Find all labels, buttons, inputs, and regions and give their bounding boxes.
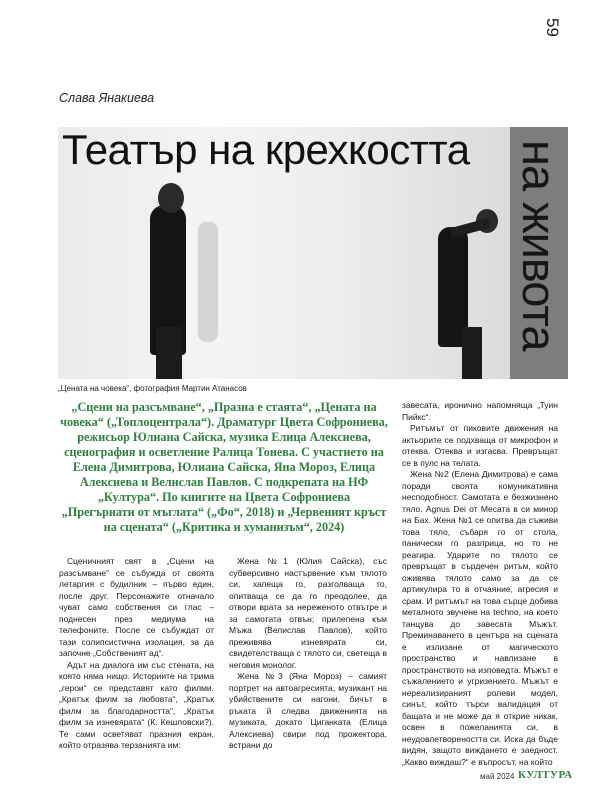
footer-magazine-name: КУЛТУРА bbox=[518, 769, 573, 781]
text-column-1 bbox=[59, 556, 214, 752]
figure-right-arm bbox=[449, 218, 490, 238]
article-lead: „Сцени на разсъмване“, „Празна е стаята“, „Цената на човека“ („Топлоцентрала“). Драматург Цвета Софрониева, режисьор Юлиана Сайска, музика Елица Алексиева, сценография и осветление Ралица Тонева. С участието на Елена Димитрова, Юлиана Сайска, Яна Мороз, Елица Алексиева и Велислав Павлов. С подкрепата на НФ „Култура“. По книгите на Цвета Софрониева „Прегърнати от мъглата“ („Фо“, 2018) и „Червеният кръст на сцената“ („Критика и хуманизъм“, 2024) bbox=[60, 400, 388, 534]
paragraph: завесата, иронично напомняща „Туин Пийкс“. bbox=[402, 400, 558, 422]
figure-right-legs bbox=[462, 327, 482, 379]
figure-left-legs bbox=[156, 327, 182, 379]
paragraph: Адът на диалога им със стената, на която няма нищо. Историите на трима „герои“ се представят като филми. „Кратък филм за любовта“, „Кратък филм за благодарността“, „Кратък филм за изневярата“ (К. Кешловски?). Те сами осветяват празния екран, който отразява терзанията им: bbox=[59, 659, 214, 750]
paragraph: Жена №3 (Яна Мороз) – самият портрет на автоагресията, музикант на убийствените си нагони, бичът в ръката й следва движенията на музиката, докато Циганката (Елица Алексиева) свири под прожектора, встрани до bbox=[229, 671, 387, 750]
footer-date: май 2024 bbox=[480, 772, 515, 781]
text-column-3 bbox=[402, 400, 558, 768]
figure-left-head bbox=[158, 183, 184, 213]
paragraph: Ритъмът от пиковите движения на актьорите се подхваща от микрофон и отеква. Отеква и изгасва. Превръщат се в пулс на телата. bbox=[402, 423, 558, 468]
figure-shadow bbox=[198, 222, 218, 342]
photo-caption: „Цената на човека“, фотография Мартин Атанасов bbox=[58, 384, 247, 393]
article-headline: Театър на крехкостта bbox=[62, 126, 470, 173]
text-column-2 bbox=[229, 556, 387, 752]
paragraph: Жена №1 (Юлия Сайска), със субверсивно настървение към тялото си, хапеща го, разголваща го, опитваща се да го преодолее, да отвори врата за нереженото отвътре и за самотата отвън; прилепена към Мъжа (Велислав Павлов), който преживява изневярата си, свидетелстваща с тялото си, светеща в неговия монолог. bbox=[229, 556, 387, 670]
page-number: 59 bbox=[543, 18, 562, 37]
author-name: Слава Янакиева bbox=[59, 91, 155, 105]
paragraph: Сценичният свят в „Сцени на разсъмване“ се събужда от своята летаргия с будилник – първо един, после друг. Персонажите отначало чуват само собствения си глас – поднесен през медиума на телефоните. После се събуждат от тази солипсистична изолация, за да започне „Собственият ад“. bbox=[59, 556, 214, 658]
band-title: на живота bbox=[513, 140, 566, 351]
paragraph: Жена №2 (Елена Димитрова) е сама поради своята комуникативна несподобност. Самотата е безжизнено тяло. Agnus Dei от Месата в си минор на Бах. Жена №1 се опитва да съживи това тяло, събаря го от стола, панически го разприца, но то не реагира. Ударите по тялото се превръщат в сърдечен ритъм, който оживява тялото само за да се артикулира то в отчаяние, агресия и срам. И ритъмът на това сърце добива металното звучене на techno, на което танцува до завесата Мъжът. Преминаването в центъра на сцената е излизане от магическото пространство и навлизане в пространството на изповедта. Мъжът е съжалението и угризението. Мъжът е нереализираният ролеви модел, синът, който търси валидация от бащата и не може да я открие никак, освен в пожеланията си, в неудовлетвореността си. Иска да бъде видян, защото виждането е заедност. „Какво виждаш?“ е въпросът, на който bbox=[402, 469, 558, 767]
